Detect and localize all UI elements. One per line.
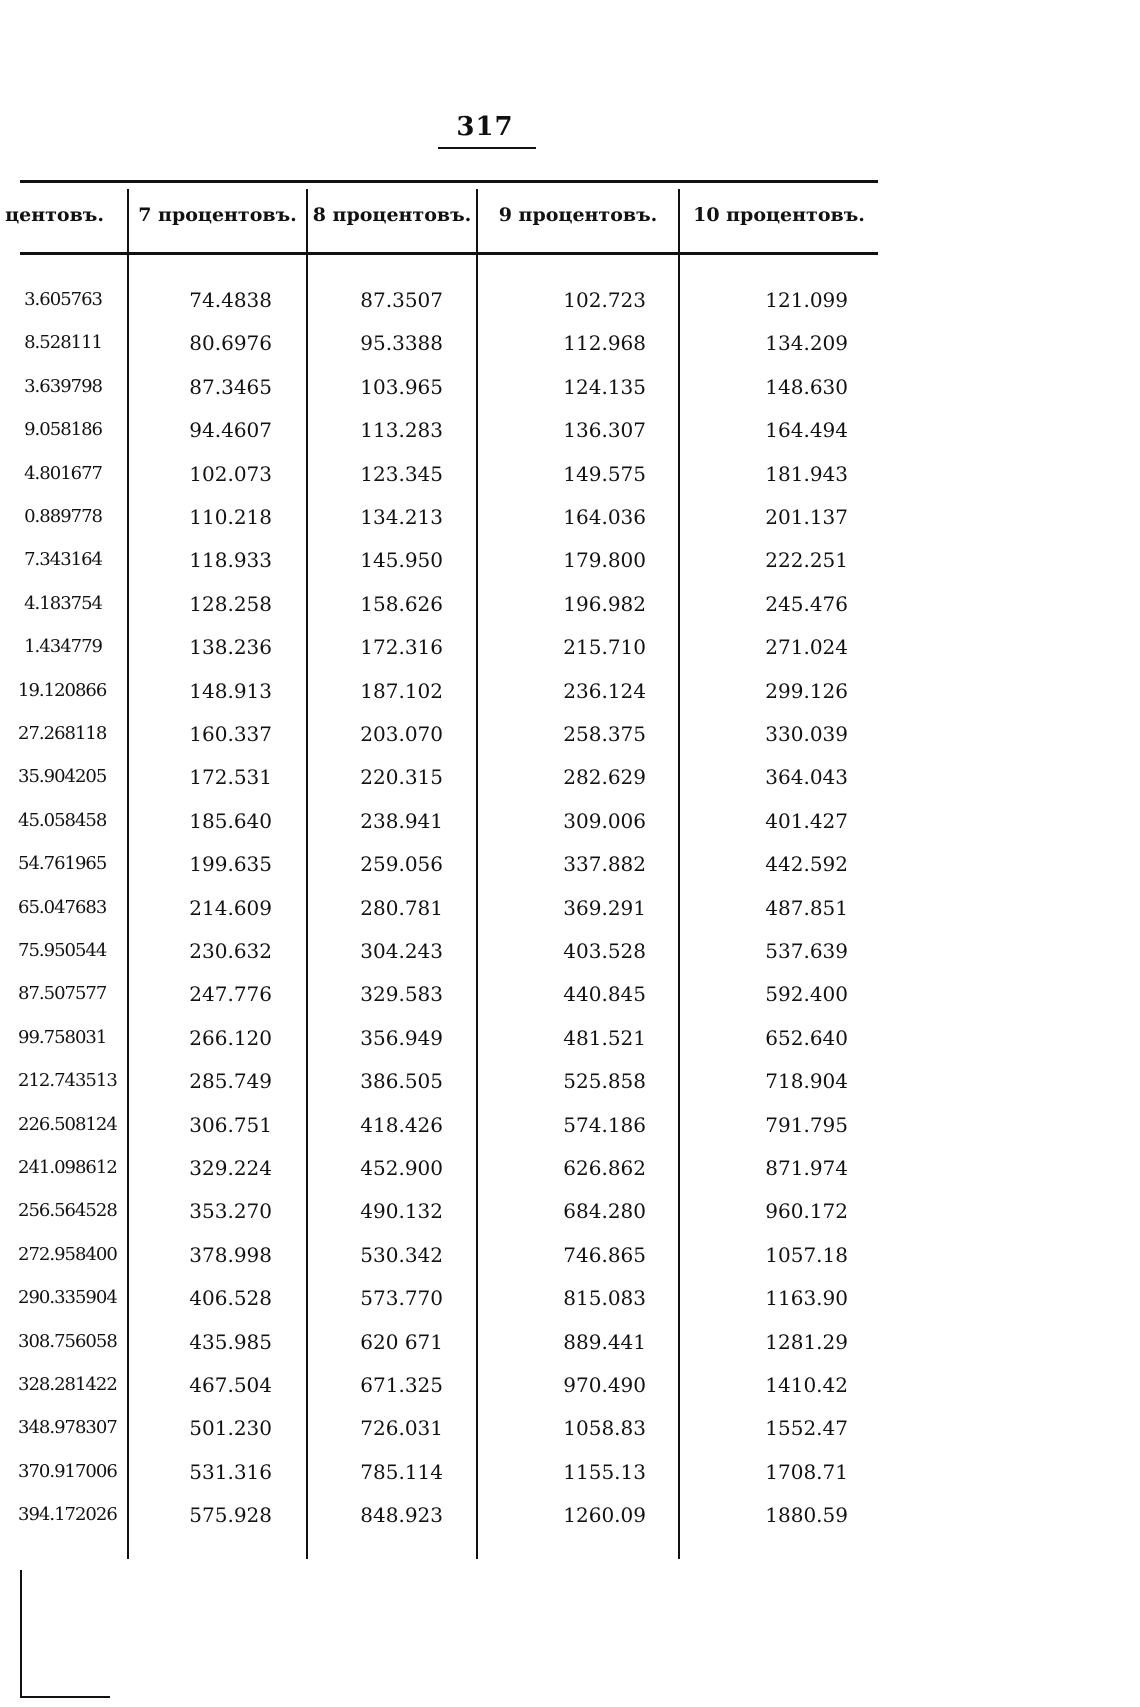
table-row	[0, 584, 1140, 624]
table-cell: 481.521	[563, 1025, 646, 1050]
table-row	[0, 1105, 1140, 1145]
table-cell: 285.749	[189, 1069, 272, 1094]
table-row	[0, 1018, 1140, 1058]
table-cell: 337.882	[563, 852, 646, 877]
table-cell: 54.761965	[18, 853, 107, 875]
table-cell: 121.099	[765, 288, 848, 312]
table-cell: 7.343164	[24, 549, 102, 571]
table-cell: 196.982	[563, 591, 646, 616]
table-row	[0, 671, 1140, 711]
table-cell: 435.985	[189, 1329, 272, 1354]
table-cell: 214.609	[189, 895, 272, 920]
table-row	[0, 1322, 1140, 1362]
table-row	[0, 888, 1140, 928]
table-cell: 220.315	[360, 765, 443, 790]
table-cell: 123.345	[360, 461, 443, 486]
table-cell: 226.508124	[18, 1113, 117, 1135]
table-cell: 418.426	[360, 1112, 443, 1137]
table-row	[0, 1191, 1140, 1231]
table-cell: 134.209	[765, 331, 848, 356]
table-cell: 1155.13	[563, 1459, 646, 1484]
table-cell: 172.316	[360, 635, 443, 660]
table-cell: 626.862	[563, 1156, 646, 1180]
table-cell: 1708.71	[765, 1459, 848, 1484]
table-cell: 394.172026	[18, 1504, 117, 1526]
table-cell: 537.639	[765, 939, 848, 963]
table-row	[0, 714, 1140, 754]
table-cell: 575.928	[189, 1503, 272, 1528]
table-cell: 9.058186	[24, 419, 102, 441]
table-cell: 236.124	[563, 678, 646, 703]
table-cell: 960.172	[765, 1199, 848, 1224]
table-cell: 222.251	[765, 548, 848, 573]
table-cell: 328.281422	[18, 1374, 117, 1395]
table-cell: 164.494	[765, 418, 848, 443]
table-cell: 4.183754	[24, 592, 102, 614]
column-divider-left-edge	[20, 1570, 22, 1698]
table-cell: 187.102	[360, 678, 443, 703]
column-header-8-percent: 8 процентовъ.	[312, 204, 472, 226]
table-cell: 212.743513	[18, 1070, 117, 1092]
table-cell: 45.058458	[18, 809, 107, 831]
table-cell: 164.036	[563, 505, 646, 529]
table-cell: 329.583	[360, 982, 443, 1007]
table-cell: 684.280	[563, 1199, 646, 1224]
table-cell: 525.858	[563, 1069, 646, 1094]
table-cell: 442.592	[765, 852, 848, 877]
table-cell: 103.965	[360, 374, 443, 399]
table-row	[0, 410, 1140, 450]
table-cell: 271.024	[765, 635, 848, 660]
table-top-rule	[20, 180, 878, 183]
table-cell: 113.283	[360, 418, 443, 443]
table-row	[0, 454, 1140, 494]
table-cell: 671.325	[360, 1373, 443, 1397]
table-cell: 726.031	[360, 1416, 443, 1441]
table-cell: 87.3465	[189, 374, 272, 399]
table-row	[0, 1235, 1140, 1275]
table-cell: 35.904205	[18, 766, 107, 788]
table-row	[0, 367, 1140, 407]
column-header-9-percent: 9 процентовъ.	[498, 204, 658, 226]
table-cell: 148.630	[765, 374, 848, 399]
table-cell: 94.4607	[189, 418, 272, 443]
table-cell: 99.758031	[18, 1026, 107, 1048]
table-row	[0, 1061, 1140, 1101]
table-cell: 304.243	[360, 939, 443, 963]
table-cell: 282.629	[563, 765, 646, 790]
table-cell: 848.923	[360, 1503, 443, 1528]
table-cell: 258.375	[563, 722, 646, 746]
table-cell: 160.337	[189, 722, 272, 746]
table-cell: 4.801677	[24, 462, 102, 484]
header-bottom-rule	[20, 252, 878, 255]
column-header-6-percent: центовъ.	[5, 204, 104, 226]
table-cell: 501.230	[189, 1416, 272, 1441]
table-cell: 1880.59	[765, 1503, 848, 1528]
table-cell: 309.006	[563, 808, 646, 833]
table-cell: 138.236	[189, 635, 272, 660]
table-cell: 266.120	[189, 1025, 272, 1050]
table-cell: 87.507577	[18, 983, 107, 1005]
table-cell: 247.776	[189, 982, 272, 1007]
table-cell: 256.564528	[18, 1200, 117, 1222]
table-row	[0, 1278, 1140, 1318]
table-cell: 19.120866	[18, 679, 107, 701]
table-cell: 0.889778	[24, 506, 102, 527]
table-row	[0, 323, 1140, 363]
table-cell: 401.427	[765, 808, 848, 833]
table-cell: 259.056	[360, 852, 443, 877]
table-cell: 1057.18	[765, 1242, 848, 1267]
table-row	[0, 540, 1140, 580]
table-cell: 136.307	[563, 418, 646, 443]
table-cell: 215.710	[563, 635, 646, 660]
table-cell: 370.917006	[18, 1460, 117, 1482]
table-cell: 815.083	[563, 1286, 646, 1311]
table-cell: 1058.83	[563, 1416, 646, 1441]
table-cell: 241.098612	[18, 1157, 117, 1178]
table-cell: 490.132	[360, 1199, 443, 1224]
table-cell: 452.900	[360, 1156, 443, 1180]
table-cell: 124.135	[563, 374, 646, 399]
table-cell: 272.958400	[18, 1243, 117, 1265]
column-header-10-percent: 10 процентовъ.	[693, 204, 865, 226]
table-row	[0, 974, 1140, 1014]
table-cell: 353.270	[189, 1199, 272, 1224]
table-cell: 718.904	[765, 1069, 848, 1094]
table-cell: 306.751	[189, 1112, 272, 1137]
table-cell: 746.865	[563, 1242, 646, 1267]
table-cell: 3.605763	[24, 289, 102, 310]
table-cell: 386.505	[360, 1069, 443, 1094]
table-cell: 871.974	[765, 1156, 848, 1180]
page-number-underline	[438, 147, 536, 149]
table-cell: 80.6976	[189, 331, 272, 356]
table-cell: 369.291	[563, 895, 646, 920]
table-row	[0, 1495, 1140, 1535]
table-cell: 592.400	[765, 982, 848, 1007]
table-cell: 403.528	[563, 939, 646, 963]
table-cell: 245.476	[765, 591, 848, 616]
table-cell: 329.224	[189, 1156, 272, 1180]
table-cell: 785.114	[360, 1459, 443, 1484]
table-cell: 74.4838	[189, 288, 272, 312]
table-cell: 1260.09	[563, 1503, 646, 1528]
table-cell: 487.851	[765, 895, 848, 920]
table-cell: 356.949	[360, 1025, 443, 1050]
table-row	[0, 627, 1140, 667]
table-cell: 203.070	[360, 722, 443, 746]
table-cell: 201.137	[765, 505, 848, 529]
table-cell: 378.998	[189, 1242, 272, 1267]
table-cell: 330.039	[765, 722, 848, 746]
table-cell: 112.968	[563, 331, 646, 356]
table-cell: 158.626	[360, 591, 443, 616]
table-cell: 1410.42	[765, 1373, 848, 1397]
table-row	[0, 1365, 1140, 1405]
table-cell: 280.781	[360, 895, 443, 920]
table-cell: 1552.47	[765, 1416, 848, 1441]
table-cell: 308.756058	[18, 1330, 117, 1352]
table-cell: 889.441	[563, 1329, 646, 1354]
table-cell: 531.316	[189, 1459, 272, 1484]
table-cell: 791.795	[765, 1112, 848, 1137]
table-cell: 102.073	[189, 461, 272, 486]
column-header-7-percent: 7 процентовъ.	[138, 204, 297, 226]
table-row	[0, 1452, 1140, 1492]
table-cell: 172.531	[189, 765, 272, 790]
table-cell: 8.528111	[24, 332, 102, 354]
table-cell: 970.490	[563, 1373, 646, 1397]
table-cell: 128.258	[189, 591, 272, 616]
table-cell: 467.504	[189, 1373, 272, 1397]
table-cell: 95.3388	[360, 331, 443, 356]
table-cell: 185.640	[189, 808, 272, 833]
table-cell: 348.978307	[18, 1417, 117, 1439]
table-cell: 406.528	[189, 1286, 272, 1311]
table-cell: 440.845	[563, 982, 646, 1007]
table-cell: 1281.29	[765, 1329, 848, 1354]
table-row	[0, 844, 1140, 884]
table-cell: 620 671	[360, 1329, 443, 1354]
table-cell: 230.632	[189, 939, 272, 963]
table-row	[0, 1408, 1140, 1448]
table-cell: 134.213	[360, 505, 443, 529]
table-cell: 87.3507	[360, 288, 443, 312]
table-cell: 573.770	[360, 1286, 443, 1311]
page-number: 317	[456, 112, 514, 142]
table-cell: 75.950544	[18, 940, 107, 961]
table-cell: 148.913	[189, 678, 272, 703]
table-cell: 1163.90	[765, 1286, 848, 1311]
table-cell: 299.126	[765, 678, 848, 703]
table-cell: 238.941	[360, 808, 443, 833]
table-cell: 364.043	[765, 765, 848, 790]
table-row	[0, 757, 1140, 797]
table-row	[0, 801, 1140, 841]
table-cell: 118.933	[189, 548, 272, 573]
table-bottom-rule	[20, 1696, 110, 1698]
table-cell: 574.186	[563, 1112, 646, 1137]
table-cell: 65.047683	[18, 896, 107, 918]
table-cell: 3.639798	[24, 375, 102, 397]
table-cell: 181.943	[765, 461, 848, 486]
table-cell: 530.342	[360, 1242, 443, 1267]
table-row	[0, 931, 1140, 971]
table-row	[0, 497, 1140, 537]
table-cell: 290.335904	[18, 1287, 117, 1309]
table-cell: 149.575	[563, 461, 646, 486]
table-cell: 145.950	[360, 548, 443, 573]
table-cell: 199.635	[189, 852, 272, 877]
table-cell: 179.800	[563, 548, 646, 573]
table-cell: 652.640	[765, 1025, 848, 1050]
table-cell: 110.218	[189, 505, 272, 529]
table-row	[0, 1148, 1140, 1188]
table-cell: 1.434779	[24, 636, 102, 658]
table-row	[0, 280, 1140, 320]
table-cell: 102.723	[563, 288, 646, 312]
table-cell: 27.268118	[18, 723, 107, 744]
